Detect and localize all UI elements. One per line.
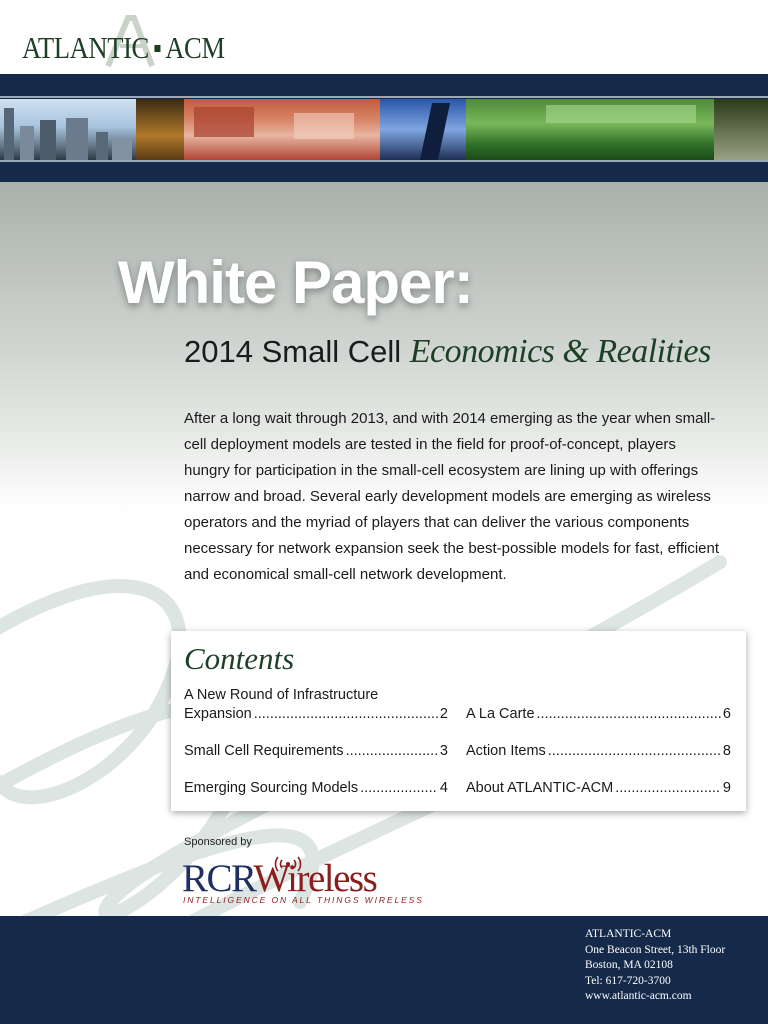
toc-leader-dots: [615, 779, 721, 798]
sponsored-by-label: Sponsored by: [184, 836, 252, 848]
logo-text-right: ACM: [165, 30, 225, 65]
toc-leader-dots: [346, 742, 438, 761]
city-photo-strip: [0, 99, 768, 160]
intro-paragraph: After a long wait through 2013, and with 2014 emerging as the year when small-cell deployment models are tested in the field for proof-of-concept, players hungry for participation in the small-cell ecosystem are lining up with offerings narrow and broad. Several early development models are emerging as wireless operators and the myriad of players that can deliver the various components necessary for network expansion seek the best-possible models for fast, efficient and economical small-cell network development.: [184, 410, 719, 583]
toc-item-action-items[interactable]: [466, 742, 731, 761]
footer-company: ATLANTIC-ACM: [585, 928, 672, 940]
toc-page-number: 9: [722, 780, 731, 796]
bottom-navy-band: [0, 160, 768, 182]
header: [0, 0, 768, 74]
contents-heading: Contents: [184, 641, 295, 676]
document-subtitle: [184, 333, 711, 371]
toc-item-a-la-carte[interactable]: [466, 705, 731, 724]
toc-item-label: A La Carte: [466, 706, 535, 722]
toc-leader-dots: [548, 742, 721, 761]
subtitle-plain: 2014 Small Cell: [184, 334, 402, 369]
toc-item-label: Small Cell Requirements: [184, 743, 344, 759]
rcr-wordmark-part1: RCR: [182, 857, 254, 900]
footer-street: One Beacon Street, 13th Floor: [585, 943, 726, 956]
photo-harbor-red: [184, 99, 380, 160]
rcr-tagline: INTELLIGENCE ON ALL THINGS WIRELESS: [183, 895, 424, 905]
subtitle-italic: Economics & Realities: [409, 333, 711, 370]
atlantic-acm-logo[interactable]: [22, 30, 225, 66]
photo-green-waterfront: [466, 99, 714, 160]
toc-item-label-line1: A New Round of Infrastructure: [184, 687, 379, 703]
photo-trees: [714, 99, 768, 160]
toc-leader-dots: [254, 705, 438, 724]
footer-address: [585, 927, 725, 1005]
toc-page-number: 6: [722, 706, 731, 722]
rcr-wireless-logo[interactable]: [182, 856, 424, 908]
logo-separator: [154, 45, 160, 52]
photo-skyline: [0, 99, 136, 160]
toc-item-small-cell-requirements[interactable]: [184, 742, 448, 761]
footer-city: Boston, MA 02108: [585, 959, 673, 972]
toc-item-label: About ATLANTIC-ACM: [466, 780, 614, 796]
contents-box: [171, 631, 746, 811]
logo-text-left: ATLANTIC: [22, 30, 149, 65]
toc-leader-dots: [360, 779, 438, 798]
toc-page-number: 4: [439, 780, 448, 796]
toc-item-label: Action Items: [466, 743, 546, 759]
band-divider-lower: [0, 160, 768, 162]
photo-blue-tower: [380, 99, 466, 160]
rcr-wordmark-part2: Wireless: [253, 857, 377, 900]
toc-item-label: Emerging Sourcing Models: [184, 780, 359, 796]
toc-page-number: 3: [439, 743, 448, 759]
toc-item-emerging-sourcing-models[interactable]: [184, 779, 448, 798]
toc-item-about-atlantic-acm[interactable]: [466, 779, 731, 798]
footer-phone: Tel: 617-720-3700: [585, 974, 671, 987]
toc-page-number: 8: [722, 743, 731, 759]
toc-leader-dots: [537, 705, 721, 724]
footer-website-link[interactable]: www.atlantic-acm.com: [585, 990, 692, 1003]
band-divider: [0, 96, 768, 98]
document-title: White Paper:: [118, 249, 473, 316]
toc-page-number: 2: [439, 706, 448, 722]
photo-night-street: [136, 99, 184, 160]
toc-item-expansion[interactable]: [184, 686, 448, 724]
toc-item-label: Expansion: [184, 706, 252, 722]
